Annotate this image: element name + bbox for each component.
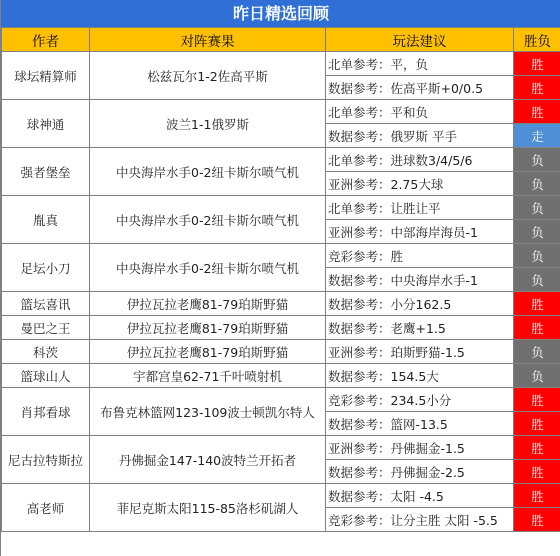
table-body	[2, 52, 560, 532]
tip-cell: 数据参考：佐高平斯+0/0.5	[326, 76, 514, 100]
tip-cell: 亚洲参考：2.75大球	[326, 172, 514, 196]
tip-cell: 北单参考：进球数3/4/5/6	[326, 148, 514, 172]
tip-cell: 亚洲参考：丹佛掘金-1.5	[326, 436, 514, 460]
table-row	[2, 196, 560, 220]
match-result-cell: 布鲁克林篮网123-109波士顿凯尔特人	[90, 388, 326, 436]
tip-cell: 数据参考：俄罗斯 平手	[326, 124, 514, 148]
match-result-cell: 丹佛掘金147-140波特兰开拓者	[90, 436, 326, 484]
tip-cell: 数据参考：太阳 -4.5	[326, 484, 514, 508]
match-result-cell: 伊拉瓦拉老鹰81-79珀斯野猫	[90, 316, 326, 340]
result-badge: 负	[514, 196, 560, 220]
result-badge: 负	[514, 220, 560, 244]
match-result-cell: 松兹瓦尔1-2佐高平斯	[90, 52, 326, 100]
match-result-cell: 中央海岸水手0-2纽卡斯尔喷气机	[90, 148, 326, 196]
table-row	[2, 340, 560, 364]
match-result-cell: 菲尼克斯太阳115-85洛杉矶湖人	[90, 484, 326, 532]
table-row	[2, 292, 560, 316]
tip-cell: 北单参考：平和负	[326, 100, 514, 124]
tip-cell: 数据参考：老鹰+1.5	[326, 316, 514, 340]
table-row	[2, 436, 560, 460]
match-result-cell: 伊拉瓦拉老鹰81-79珀斯野猫	[90, 292, 326, 316]
result-badge: 胜	[514, 292, 560, 316]
result-badge: 胜	[514, 460, 560, 484]
author-cell: 胤真	[2, 196, 90, 244]
result-badge: 负	[514, 340, 560, 364]
result-badge: 胜	[514, 388, 560, 412]
author-cell: 强者堡垒	[2, 148, 90, 196]
table-row	[2, 364, 560, 388]
result-header: 胜负	[514, 28, 560, 52]
author-cell: 尼古拉特斯拉	[2, 436, 90, 484]
tip-cell: 竞彩参考：234.5小分	[326, 388, 514, 412]
author-cell: 足坛小刀	[2, 244, 90, 292]
table-row	[2, 484, 560, 508]
table-row	[2, 244, 560, 268]
table-row	[2, 316, 560, 340]
tip-cell: 北单参考：让胜让平	[326, 196, 514, 220]
result-badge: 负	[514, 244, 560, 268]
table-row	[2, 52, 560, 76]
result-badge: 胜	[514, 436, 560, 460]
review-table	[1, 27, 560, 532]
author-cell: 科茨	[2, 340, 90, 364]
match-header: 对阵赛果	[90, 28, 326, 52]
tip-cell: 数据参考：篮网-13.5	[326, 412, 514, 436]
result-badge: 胜	[514, 76, 560, 100]
table-row	[2, 148, 560, 172]
author-cell: 曼巴之王	[2, 316, 90, 340]
tip-cell: 北单参考：平，负	[326, 52, 514, 76]
result-badge: 负	[514, 268, 560, 292]
result-badge: 胜	[514, 316, 560, 340]
tip-cell: 亚洲参考：中部海岸海员-1	[326, 220, 514, 244]
page-title: 昨日精选回顾	[1, 0, 560, 27]
match-result-cell: 中央海岸水手0-2纽卡斯尔喷气机	[90, 244, 326, 292]
table-row	[2, 388, 560, 412]
author-cell: 高老师	[2, 484, 90, 532]
match-result-cell: 宇都宫皇62-71千叶喷射机	[90, 364, 326, 388]
tip-header: 玩法建议	[326, 28, 514, 52]
tip-cell: 数据参考：中央海岸水手-1	[326, 268, 514, 292]
tip-cell: 数据参考：丹佛掘金-2.5	[326, 460, 514, 484]
tip-cell: 竞彩参考：胜	[326, 244, 514, 268]
author-cell: 篮球山人	[2, 364, 90, 388]
result-badge: 负	[514, 172, 560, 196]
result-badge: 走	[514, 124, 560, 148]
result-badge: 胜	[514, 484, 560, 508]
table-row	[2, 100, 560, 124]
result-badge: 胜	[514, 412, 560, 436]
tip-cell: 亚洲参考：珀斯野猫-1.5	[326, 340, 514, 364]
author-cell: 球坛精算师	[2, 52, 90, 100]
result-badge: 胜	[514, 52, 560, 76]
author-cell: 球神通	[2, 100, 90, 148]
match-result-cell: 伊拉瓦拉老鹰81-79珀斯野猫	[90, 340, 326, 364]
tip-cell: 数据参考：154.5大	[326, 364, 514, 388]
result-badge: 胜	[514, 508, 560, 532]
result-badge: 胜	[514, 100, 560, 124]
author-cell: 篮坛喜讯	[2, 292, 90, 316]
tip-cell: 竞彩参考：让分主胜 太阳 -5.5	[326, 508, 514, 532]
result-badge: 负	[514, 364, 560, 388]
result-badge: 负	[514, 148, 560, 172]
author-header: 作者	[2, 28, 90, 52]
match-result-cell: 中央海岸水手0-2纽卡斯尔喷气机	[90, 196, 326, 244]
author-cell: 肖邦看球	[2, 388, 90, 436]
tip-cell: 数据参考：小分162.5	[326, 292, 514, 316]
match-result-cell: 波兰1-1俄罗斯	[90, 100, 326, 148]
header-row	[2, 28, 560, 52]
